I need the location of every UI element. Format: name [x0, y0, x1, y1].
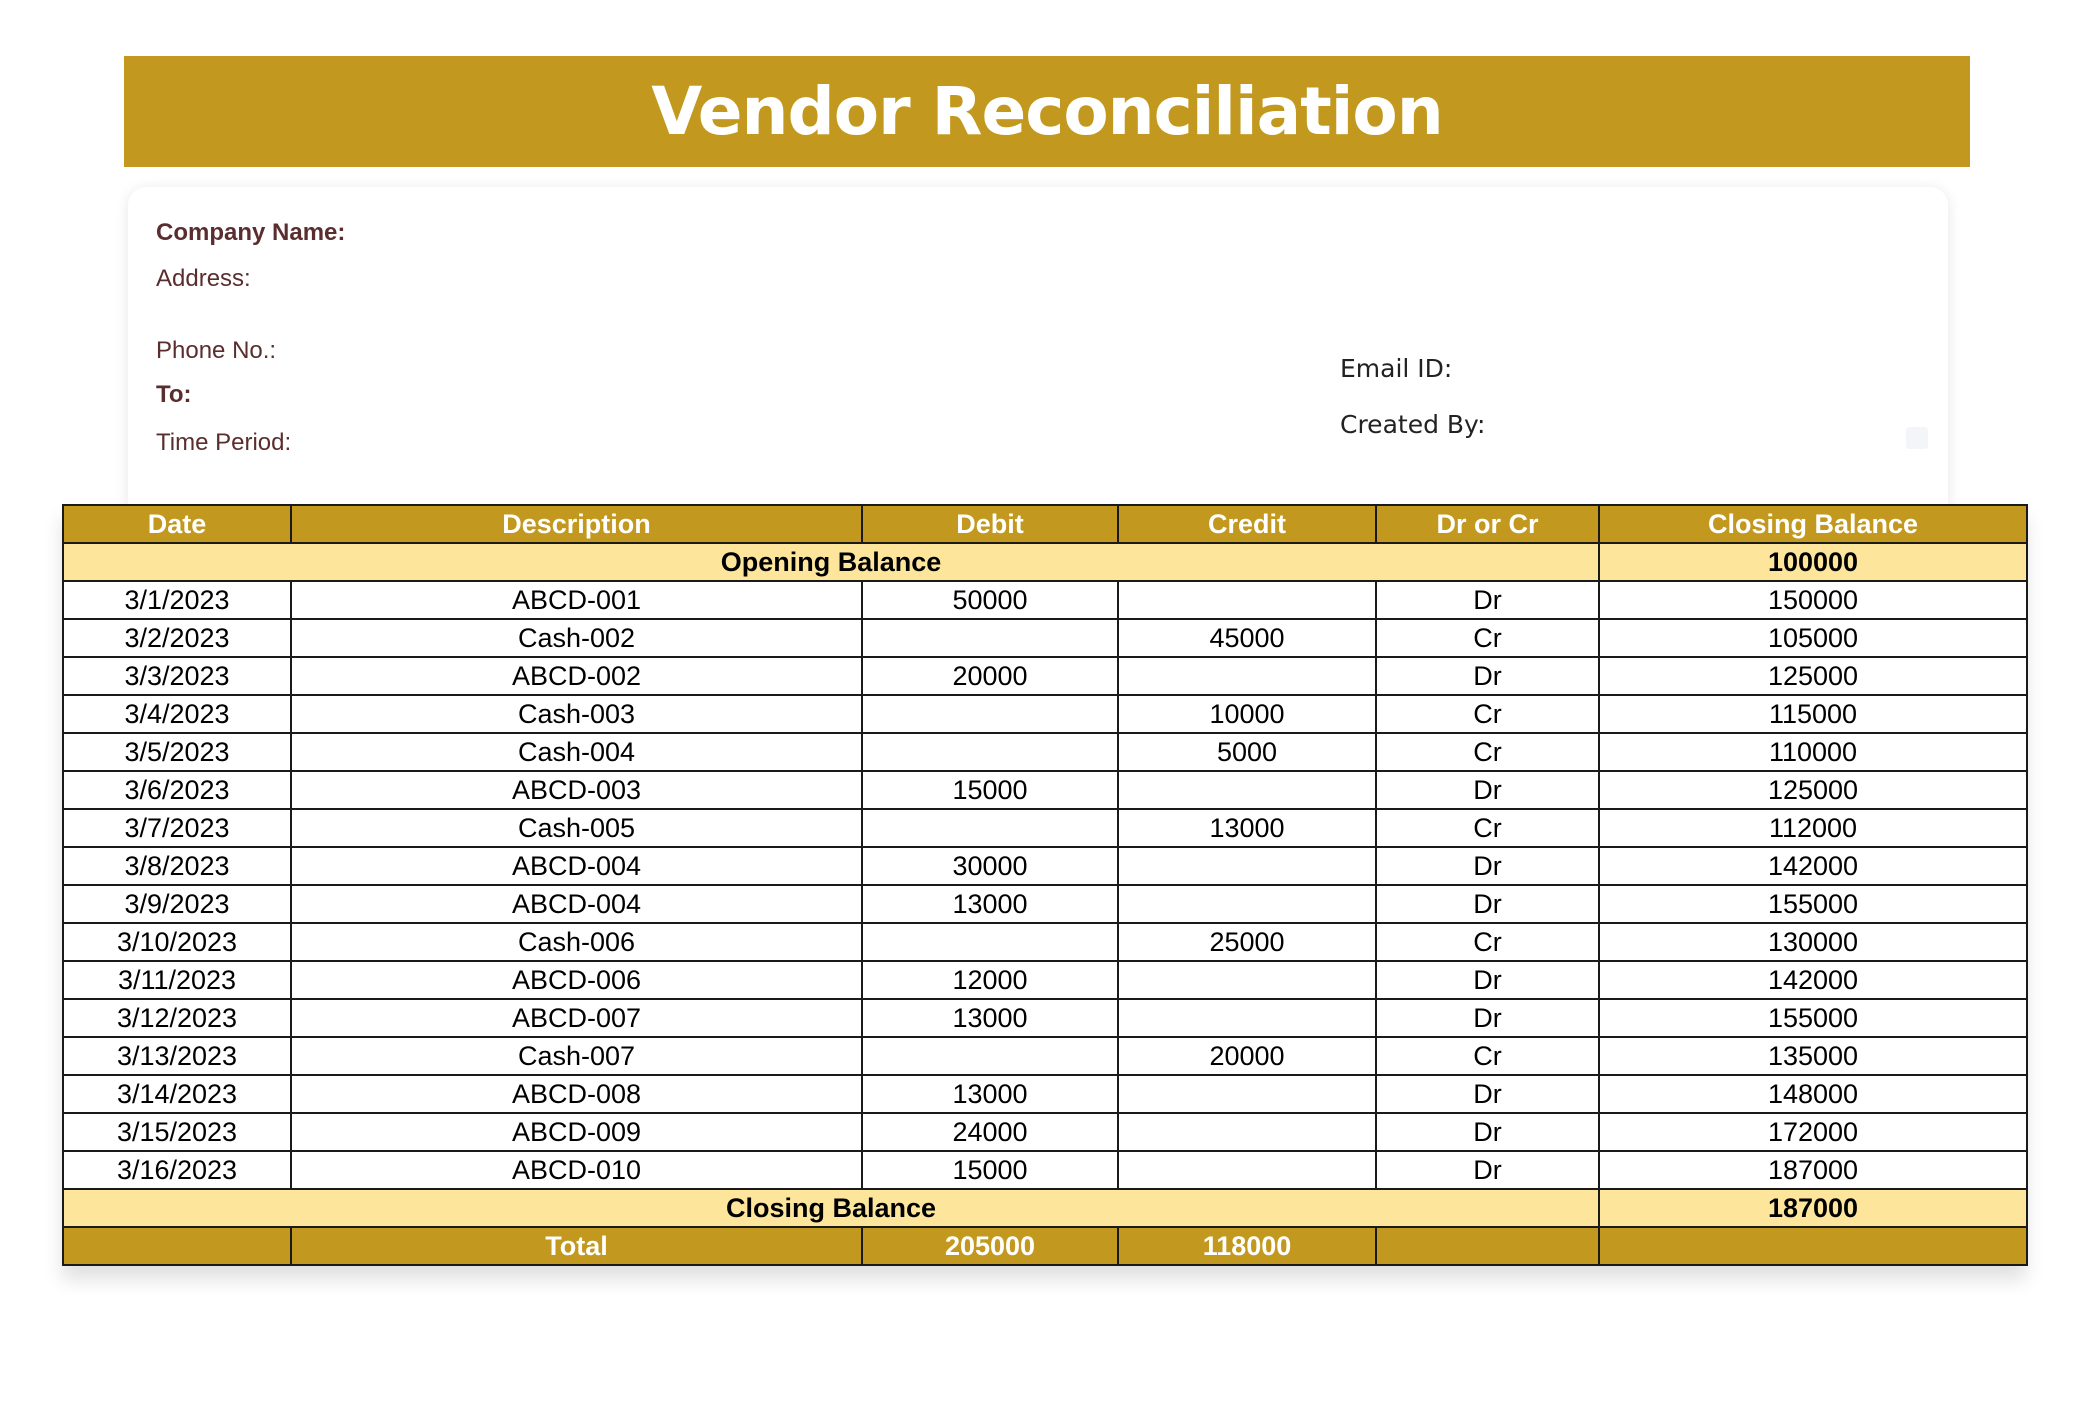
cell-description: ABCD-010: [291, 1151, 862, 1189]
cell-date: 3/10/2023: [63, 923, 291, 961]
cell-debit: [862, 923, 1118, 961]
cell-debit: 13000: [862, 999, 1118, 1037]
cell-date: 3/16/2023: [63, 1151, 291, 1189]
cell-date: 3/7/2023: [63, 809, 291, 847]
table-row: [63, 657, 2027, 695]
cell-description: ABCD-004: [291, 847, 862, 885]
cell-debit: [862, 619, 1118, 657]
cell-date: 3/13/2023: [63, 1037, 291, 1075]
cell-credit: 13000: [1118, 809, 1376, 847]
cell-credit: [1118, 961, 1376, 999]
cell-credit: 20000: [1118, 1037, 1376, 1075]
cell-debit: 50000: [862, 581, 1118, 619]
cell-dr-or-cr: Cr: [1376, 733, 1599, 771]
table-row: [63, 1151, 2027, 1189]
cell-dr-or-cr: Dr: [1376, 1075, 1599, 1113]
cell-debit: [862, 695, 1118, 733]
table-row: [63, 581, 2027, 619]
cell-description: ABCD-003: [291, 771, 862, 809]
cell-dr-or-cr: Dr: [1376, 885, 1599, 923]
cell-date: 3/9/2023: [63, 885, 291, 923]
small-square: [1906, 427, 1928, 449]
cell-closing-balance: 130000: [1599, 923, 2027, 961]
cell-debit: 24000: [862, 1113, 1118, 1151]
cell-closing-balance: 172000: [1599, 1113, 2027, 1151]
cell-description: ABCD-004: [291, 885, 862, 923]
to-label: To:: [156, 381, 192, 408]
cell-dr-or-cr: Cr: [1376, 809, 1599, 847]
cell-dr-or-cr: Dr: [1376, 1151, 1599, 1189]
cell-credit: [1118, 885, 1376, 923]
cell-debit: 15000: [862, 771, 1118, 809]
cell-dr-or-cr: Dr: [1376, 657, 1599, 695]
cell-credit: 25000: [1118, 923, 1376, 961]
cell-debit: 15000: [862, 1151, 1118, 1189]
cell-credit: 45000: [1118, 619, 1376, 657]
total-row: [63, 1227, 2027, 1265]
cell-dr-or-cr: Dr: [1376, 771, 1599, 809]
page-title: Vendor Reconciliation: [124, 56, 1970, 167]
table-row: [63, 999, 2027, 1037]
cell-closing-balance: 142000: [1599, 847, 2027, 885]
cell-description: ABCD-008: [291, 1075, 862, 1113]
total-credit: 118000: [1118, 1227, 1376, 1265]
column-header-closing-balance: Closing Balance: [1599, 505, 2027, 543]
table-row: [63, 961, 2027, 999]
cell-description: Cash-006: [291, 923, 862, 961]
cell-description: ABCD-001: [291, 581, 862, 619]
cell-date: 3/8/2023: [63, 847, 291, 885]
cell-debit: 12000: [862, 961, 1118, 999]
column-header-debit: Debit: [862, 505, 1118, 543]
closing-balance-label: Closing Balance: [63, 1189, 1599, 1227]
column-header-credit: Credit: [1118, 505, 1376, 543]
cell-date: 3/11/2023: [63, 961, 291, 999]
cell-description: Cash-002: [291, 619, 862, 657]
total-label: Total: [291, 1227, 862, 1265]
cell-dr-or-cr: Cr: [1376, 695, 1599, 733]
cell-date: 3/12/2023: [63, 999, 291, 1037]
cell-closing-balance: 115000: [1599, 695, 2027, 733]
cell-debit: 20000: [862, 657, 1118, 695]
reconciliation-table: [62, 504, 2028, 1266]
cell-closing-balance: 148000: [1599, 1075, 2027, 1113]
cell-description: ABCD-006: [291, 961, 862, 999]
cell-closing-balance: 155000: [1599, 999, 2027, 1037]
cell-dr-or-cr: Dr: [1376, 999, 1599, 1037]
cell-dr-or-cr: Dr: [1376, 847, 1599, 885]
table-row: [63, 1113, 2027, 1151]
cell-dr-or-cr: Dr: [1376, 961, 1599, 999]
total-empty-cell: [1376, 1227, 1599, 1265]
cell-debit: 13000: [862, 885, 1118, 923]
time-period-label: Time Period:: [156, 429, 292, 456]
cell-credit: [1118, 999, 1376, 1037]
table-row: [63, 1037, 2027, 1075]
table-row: [63, 695, 2027, 733]
cell-credit: [1118, 581, 1376, 619]
cell-closing-balance: 125000: [1599, 771, 2027, 809]
cell-closing-balance: 110000: [1599, 733, 2027, 771]
column-header-description: Description: [291, 505, 862, 543]
opening-balance-value: 100000: [1599, 543, 2027, 581]
cell-credit: [1118, 771, 1376, 809]
table-row: [63, 771, 2027, 809]
cell-closing-balance: 187000: [1599, 1151, 2027, 1189]
reconciliation-table-wrapper: [62, 504, 2026, 1266]
cell-closing-balance: 142000: [1599, 961, 2027, 999]
cell-closing-balance: 125000: [1599, 657, 2027, 695]
cell-date: 3/2/2023: [63, 619, 291, 657]
cell-description: ABCD-007: [291, 999, 862, 1037]
cell-credit: [1118, 1113, 1376, 1151]
table-row: [63, 885, 2027, 923]
address-label: Address:: [156, 265, 251, 292]
cell-closing-balance: 112000: [1599, 809, 2027, 847]
cell-dr-or-cr: Cr: [1376, 923, 1599, 961]
cell-credit: [1118, 1075, 1376, 1113]
opening-balance-row: [63, 543, 2027, 581]
cell-dr-or-cr: Cr: [1376, 619, 1599, 657]
closing-balance-value: 187000: [1599, 1189, 2027, 1227]
cell-debit: [862, 733, 1118, 771]
cell-description: Cash-003: [291, 695, 862, 733]
cell-credit: [1118, 657, 1376, 695]
cell-credit: 10000: [1118, 695, 1376, 733]
total-debit: 205000: [862, 1227, 1118, 1265]
cell-debit: [862, 1037, 1118, 1075]
table-row: [63, 847, 2027, 885]
cell-description: Cash-007: [291, 1037, 862, 1075]
cell-description: ABCD-009: [291, 1113, 862, 1151]
cell-closing-balance: 150000: [1599, 581, 2027, 619]
cell-description: Cash-005: [291, 809, 862, 847]
company-info-card: [128, 187, 1948, 507]
cell-dr-or-cr: Cr: [1376, 1037, 1599, 1075]
cell-debit: [862, 809, 1118, 847]
cell-debit: 13000: [862, 1075, 1118, 1113]
table-row: [63, 809, 2027, 847]
table-header-row: [63, 505, 2027, 543]
total-empty-cell: [1599, 1227, 2027, 1265]
cell-dr-or-cr: Dr: [1376, 1113, 1599, 1151]
cell-date: 3/15/2023: [63, 1113, 291, 1151]
cell-date: 3/5/2023: [63, 733, 291, 771]
table-row: [63, 923, 2027, 961]
column-header-date: Date: [63, 505, 291, 543]
total-empty-cell: [63, 1227, 291, 1265]
cell-closing-balance: 135000: [1599, 1037, 2027, 1075]
cell-closing-balance: 105000: [1599, 619, 2027, 657]
cell-closing-balance: 155000: [1599, 885, 2027, 923]
created-by-label: Created By:: [1340, 410, 1486, 439]
cell-description: ABCD-002: [291, 657, 862, 695]
cell-date: 3/6/2023: [63, 771, 291, 809]
cell-date: 3/3/2023: [63, 657, 291, 695]
cell-date: 3/14/2023: [63, 1075, 291, 1113]
closing-balance-row: [63, 1189, 2027, 1227]
cell-credit: [1118, 847, 1376, 885]
table-row: [63, 733, 2027, 771]
phone-label: Phone No.:: [156, 337, 277, 364]
table-row: [63, 1075, 2027, 1113]
cell-date: 3/1/2023: [63, 581, 291, 619]
column-header-dr-or-cr: Dr or Cr: [1376, 505, 1599, 543]
cell-dr-or-cr: Dr: [1376, 581, 1599, 619]
cell-credit: [1118, 1151, 1376, 1189]
cell-debit: 30000: [862, 847, 1118, 885]
opening-balance-label: Opening Balance: [63, 543, 1599, 581]
company-name-label: Company Name:: [156, 219, 346, 246]
email-label: Email ID:: [1340, 354, 1453, 383]
cell-description: Cash-004: [291, 733, 862, 771]
table-row: [63, 619, 2027, 657]
cell-credit: 5000: [1118, 733, 1376, 771]
cell-date: 3/4/2023: [63, 695, 291, 733]
